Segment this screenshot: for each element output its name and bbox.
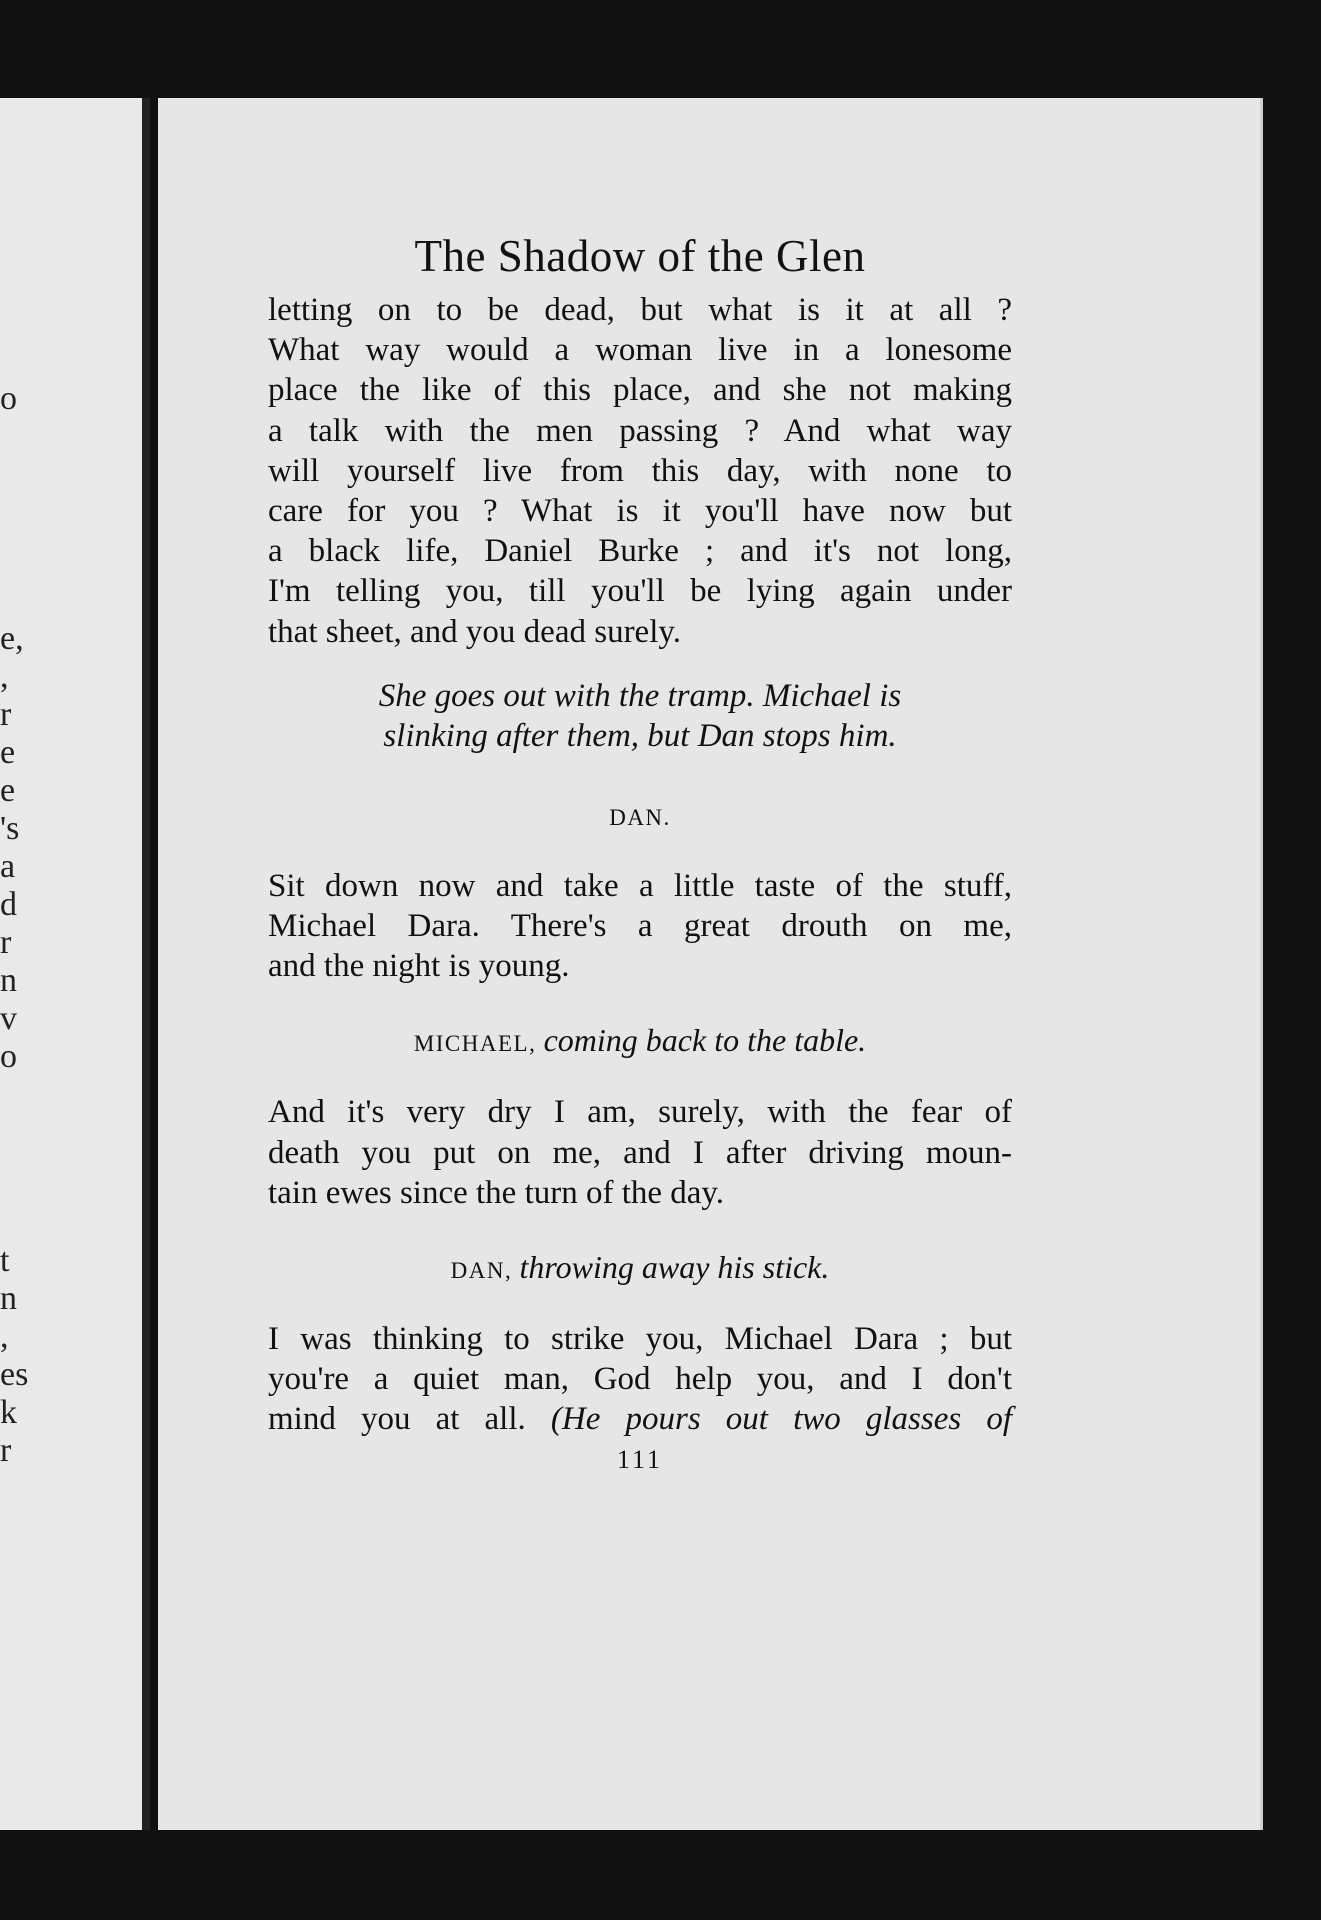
line-end: e bbox=[0, 772, 16, 809]
page-content bbox=[268, 226, 1012, 1480]
inline-stage-direction: (He pours out two glasses of bbox=[550, 1401, 1013, 1438]
speaker-dan-2 bbox=[268, 1247, 1012, 1291]
text-line bbox=[268, 1399, 1012, 1439]
line-end: d bbox=[0, 886, 17, 923]
text-line: letting on to be dead, but what is it at all ? bbox=[268, 292, 1012, 328]
direction-line: slinking after them, but Dan stops him. bbox=[383, 717, 897, 754]
page-number: 111 bbox=[616, 1444, 664, 1474]
previous-page-line-ends bbox=[0, 98, 30, 1830]
line-end: 's bbox=[0, 810, 20, 847]
speaker-michael bbox=[268, 1020, 1012, 1064]
speaker-direction: throwing away his stick. bbox=[519, 1249, 830, 1286]
line-end: n bbox=[0, 1280, 17, 1317]
line-end: t bbox=[0, 1242, 10, 1279]
speaker-name: MICHAEL, bbox=[413, 1031, 537, 1057]
line-end: r bbox=[0, 696, 12, 733]
line-end: a bbox=[0, 848, 16, 885]
line-text: mind you at all. bbox=[268, 1401, 526, 1438]
previous-page-sliver bbox=[0, 98, 150, 1830]
text-line: Michael Dara. There's a great drouth on me, bbox=[268, 908, 1012, 945]
line-end: r bbox=[0, 924, 12, 961]
text-line: will yourself live from this day, with none to bbox=[268, 452, 1012, 489]
text-line: care for you ? What is it you'll have now but bbox=[268, 493, 1012, 530]
speaker-dan: DAN. bbox=[609, 804, 671, 830]
text-line: What way would a woman live in a lonesome bbox=[268, 332, 1012, 369]
text-line: Sit down now and take a little taste of the stuff, bbox=[268, 867, 1012, 904]
text-line: and the night is young. bbox=[268, 948, 570, 985]
speaker-name: DAN, bbox=[450, 1258, 513, 1284]
line-end: k bbox=[0, 1394, 17, 1431]
text-line: a black life, Daniel Burke ; and it's not long, bbox=[268, 533, 1012, 570]
line-end: e, bbox=[0, 620, 24, 657]
speech-paragraph-1 bbox=[268, 290, 1012, 652]
line-end: e bbox=[0, 734, 16, 771]
line-end: r bbox=[0, 1432, 12, 1469]
speech-paragraph-2 bbox=[268, 866, 1012, 987]
text-line: place the like of this place, and she not making bbox=[268, 372, 1012, 409]
text-line: I'm telling you, till you'll be lying again under bbox=[268, 573, 1012, 610]
running-head: The Shadow of the Glen bbox=[414, 231, 866, 281]
line-end: n bbox=[0, 962, 17, 999]
text-line: a talk with the men passing ? And what way bbox=[268, 412, 1012, 449]
text-line: you're a quiet man, God help you, and I don't bbox=[268, 1361, 1012, 1398]
page-gutter bbox=[142, 98, 150, 1830]
speech-paragraph-4 bbox=[268, 1319, 1012, 1440]
text-line: And it's very dry I am, surely, with the fear of bbox=[268, 1094, 1012, 1131]
line-end: o bbox=[0, 1038, 17, 1075]
stage-direction bbox=[268, 676, 1012, 756]
text-line: death you put on me, and I after driving moun- bbox=[268, 1134, 1012, 1171]
line-end: o bbox=[0, 380, 17, 417]
line-end: , bbox=[0, 1318, 9, 1355]
line-end: v bbox=[0, 1000, 17, 1037]
speech-paragraph-3 bbox=[268, 1092, 1012, 1213]
book-page bbox=[158, 98, 1263, 1830]
speaker-direction: coming back to the table. bbox=[543, 1022, 867, 1059]
text-line: that sheet, and you dead surely. bbox=[268, 613, 681, 650]
line-end: es bbox=[0, 1356, 29, 1393]
line-end: , bbox=[0, 658, 9, 695]
text-line: tain ewes since the turn of the day. bbox=[268, 1174, 725, 1211]
direction-line: She goes out with the tramp. Michael is bbox=[378, 677, 902, 714]
text-line: I was thinking to strike you, Michael Dara ; but bbox=[268, 1321, 1012, 1358]
